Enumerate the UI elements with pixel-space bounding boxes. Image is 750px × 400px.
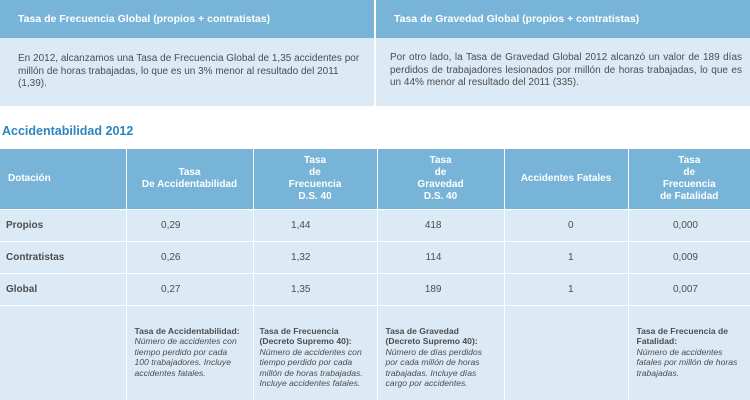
header-frecuencia xyxy=(253,149,377,209)
accident-table xyxy=(0,149,750,400)
header-text: de xyxy=(309,166,321,178)
header-text: Frecuencia xyxy=(288,178,342,190)
note-title: Tasa de Gravedad (Decreto Supremo 40): xyxy=(385,325,478,346)
summary-panel xyxy=(0,0,750,106)
cell-fatalidad: 0,000 xyxy=(628,209,750,241)
note-title: Tasa de Frecuencia de Fatalidad: xyxy=(636,325,729,346)
cell-fatalidad: 0,009 xyxy=(628,241,750,273)
note-gravedad xyxy=(377,305,504,400)
frequency-summary-title: Tasa de Frecuencia Global (propios + contratistas) xyxy=(0,0,374,38)
cell-accidentabilidad: 0,26 xyxy=(126,241,253,273)
cell-fatalidad: 0,007 xyxy=(628,273,750,305)
header-text: de Fatalidad xyxy=(660,190,719,202)
severity-summary-text: Por otro lado, la Tasa de Gravedad Global 2012 alcanzó un valor de 189 días perdidos de trabajadores lesionados por millón de horas trabajadas, lo que es un 44% menor al resultado del 2011 (335). xyxy=(376,38,750,106)
header-text: Accidentes Fatales xyxy=(520,172,612,184)
note-accidentabilidad xyxy=(126,305,253,400)
cell-accidentabilidad: 0,29 xyxy=(126,209,253,241)
cell-frecuencia: 1,44 xyxy=(253,209,377,241)
note-text: Número de accidentes con tiempo perdido por cada 100 trabajadores. Incluye accidentes fatales. xyxy=(134,336,237,378)
severity-summary-title: Tasa de Gravedad Global (propios + contratistas) xyxy=(376,0,750,38)
note-text: Número de accidentes con tiempo perdido por cada millón de horas trabajadas. Incluye accidentes fatales. xyxy=(259,346,363,388)
header-gravedad xyxy=(377,149,504,209)
note-title: Tasa de Accidentabilidad: xyxy=(134,325,240,336)
note-empty xyxy=(504,305,628,400)
cell-frecuencia: 1,32 xyxy=(253,241,377,273)
cell-gravedad: 114 xyxy=(377,241,504,273)
row-label: Propios xyxy=(0,209,126,241)
row-label: Contratistas xyxy=(0,241,126,273)
header-text: D.S. 40 xyxy=(423,190,458,202)
note-frecuencia xyxy=(253,305,377,400)
note-fatalidad xyxy=(628,305,750,400)
header-fatales xyxy=(504,149,628,209)
note-text: Número de accidentes fatales por millón de horas trabajadas. xyxy=(636,346,738,378)
cell-gravedad: 418 xyxy=(377,209,504,241)
cell-gravedad: 189 xyxy=(377,273,504,305)
header-text: Gravedad xyxy=(417,178,464,190)
note-text: Número de días perdidos por cada millón de horas trabajadas. Incluye días cargo por accidentes. xyxy=(385,346,482,388)
table-row xyxy=(0,273,750,305)
header-text: Tasa xyxy=(178,166,201,178)
frequency-summary-text: En 2012, alcanzamos una Tasa de Frecuencia Global de 1,35 accidentes por millón de horas trabajadas, lo que es un 3% menor al resultado del 2011 (1,39). xyxy=(0,38,374,106)
header-fatalidad xyxy=(628,149,750,209)
header-text: de xyxy=(683,166,696,178)
cell-fatales: 0 xyxy=(504,209,628,241)
note-title: Tasa de Frecuencia (Decreto Supremo 40): xyxy=(259,325,352,346)
cell-frecuencia: 1,35 xyxy=(253,273,377,305)
header-text: Tasa xyxy=(303,154,327,166)
frequency-summary xyxy=(0,0,374,106)
table-row xyxy=(0,209,750,241)
header-text: Frecuencia xyxy=(662,178,716,190)
header-accidentabilidad xyxy=(126,149,253,209)
section-title: Accidentabilidad 2012 xyxy=(2,124,134,138)
note-empty xyxy=(0,305,126,400)
table-header-row xyxy=(0,149,750,209)
table-row xyxy=(0,241,750,273)
header-dotacion xyxy=(0,149,126,209)
cell-fatales: 1 xyxy=(504,241,628,273)
row-label: Global xyxy=(0,273,126,305)
header-text: D.S. 40 xyxy=(298,190,332,202)
header-text: Tasa xyxy=(678,154,701,166)
cell-accidentabilidad: 0,27 xyxy=(126,273,253,305)
cell-fatales: 1 xyxy=(504,273,628,305)
notes-row xyxy=(0,305,750,400)
header-text: Tasa xyxy=(429,154,452,166)
severity-summary xyxy=(376,0,750,106)
header-text: De Accidentabilidad xyxy=(141,178,238,190)
header-text: Dotación xyxy=(8,172,51,184)
header-text: de xyxy=(434,166,447,178)
